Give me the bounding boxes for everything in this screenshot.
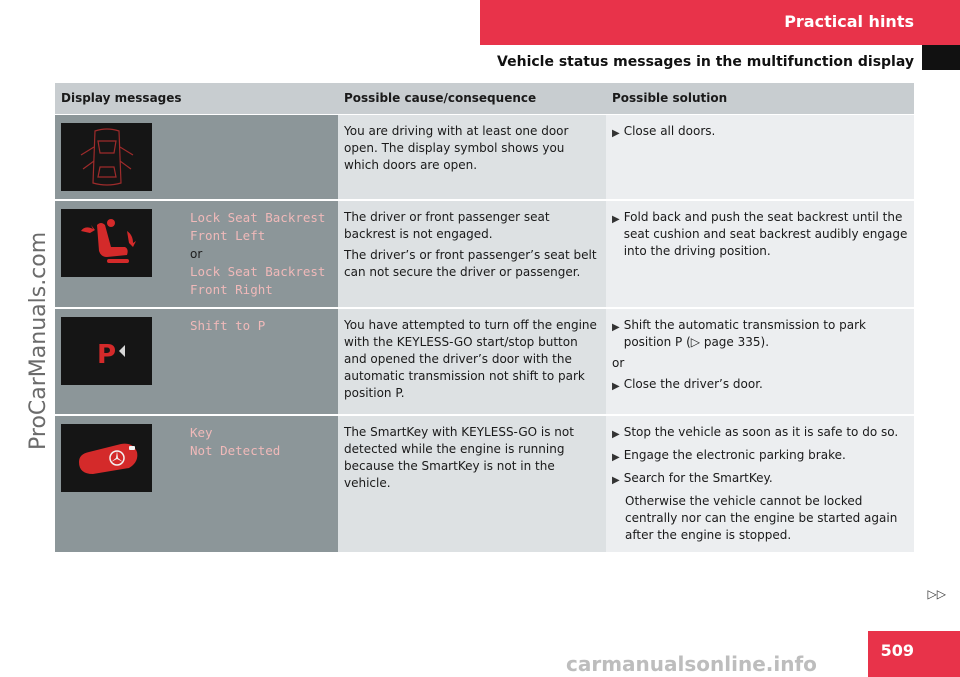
bullet-arrow-icon: ▶ (612, 381, 620, 392)
solution-cell (606, 115, 914, 201)
solution-note: Otherwise the vehicle cannot be locked centrally nor can the engine be started again after the engine is stopped. (625, 494, 898, 542)
solution-text: Stop the vehicle as soon as it is safe to do so. (623, 425, 899, 439)
display-message-cell (55, 115, 338, 201)
table-header-row (55, 83, 914, 115)
message-line: Lock Seat Backrest (190, 210, 326, 225)
cause-text: You have attempted to turn off the engine with the KEYLESS-GO start/stop button and opened the driver’s door with the automatic transmission not shift to park position P. (344, 318, 597, 400)
column-header-solution: Possible solution (606, 83, 914, 115)
solution-item (612, 470, 908, 489)
solution-item (612, 376, 908, 395)
seat-backrest-icon (61, 209, 152, 277)
display-message-cell (55, 200, 338, 308)
solution-cell (606, 415, 914, 553)
table-row (55, 308, 914, 415)
solution-item (612, 424, 908, 443)
page-number: 509 (880, 641, 914, 660)
bullet-arrow-icon: ▶ (612, 214, 620, 225)
cause-cell (338, 115, 606, 201)
solution-item (612, 209, 908, 260)
svg-text:P: P (96, 340, 116, 370)
table-row (55, 115, 914, 201)
bullet-arrow-icon: ▶ (612, 128, 620, 139)
solution-text: Fold back and push the seat backrest until the seat cushion and seat backrest audibly engage into the driving position. (623, 210, 908, 258)
cause-cell (338, 200, 606, 308)
smartkey-icon (61, 424, 152, 492)
table-row (55, 200, 914, 308)
cause-text: The driver’s or front passenger’s seat belt can not secure the driver or passenger. (344, 248, 597, 279)
solution-text: Close all doors. (623, 124, 716, 138)
status-messages-table (55, 83, 914, 554)
solution-item (612, 123, 908, 142)
corner-block (922, 45, 960, 70)
continue-mark: ▷▷ (927, 587, 946, 601)
solution-or: or (612, 356, 625, 370)
cause-text: The SmartKey with KEYLESS-GO is not detected while the engine is running because the SmartKey is not in the vehicle. (344, 425, 574, 490)
cause-text: You are driving with at least one door open. The display symbol shows you which doors are open. (344, 124, 569, 172)
solution-item (612, 447, 908, 466)
display-message-text (190, 424, 280, 492)
display-message-cell (55, 415, 338, 553)
solution-item (612, 317, 908, 351)
table-row (55, 415, 914, 553)
cause-cell (338, 415, 606, 553)
cause-text: The driver or front passenger seat backrest is not engaged. (344, 210, 550, 241)
bullet-arrow-icon: ▶ (612, 429, 620, 440)
message-line: Front Left (190, 228, 266, 243)
bullet-arrow-icon: ▶ (612, 452, 620, 463)
bullet-arrow-icon: ▶ (612, 322, 620, 333)
side-watermark: ProCarManuals.com (26, 231, 51, 450)
bottom-watermark: carmanualsonline.info (566, 652, 817, 676)
solution-text: Engage the electronic parking brake. (623, 448, 846, 462)
solution-cell (606, 200, 914, 308)
display-message-text (190, 317, 265, 385)
page-subtitle: Vehicle status messages in the multifunction display (497, 54, 914, 70)
message-line: Front Right (190, 282, 273, 297)
solution-cell (606, 308, 914, 415)
message-line: Not Detected (190, 443, 281, 458)
solution-text: Shift the automatic transmission to park position P (▷ page 335). (623, 318, 866, 349)
display-message-text (190, 209, 325, 299)
message-line: Lock Seat Backrest (190, 264, 326, 279)
cause-cell (338, 308, 606, 415)
message-line: Key (190, 425, 213, 440)
section-title: Practical hints (784, 12, 914, 31)
bullet-arrow-icon: ▶ (612, 475, 620, 486)
solution-text: Close the driver’s door. (623, 377, 763, 391)
column-header-cause: Possible cause/consequence (338, 83, 606, 115)
column-header-display-messages: Display messages (55, 83, 338, 115)
display-message-cell (55, 308, 338, 415)
solution-text: Search for the SmartKey. (623, 471, 773, 485)
park-position-icon (61, 317, 152, 385)
message-or: or (190, 247, 203, 261)
message-line: Shift to P (190, 318, 266, 333)
car-doors-open-icon (61, 123, 152, 191)
